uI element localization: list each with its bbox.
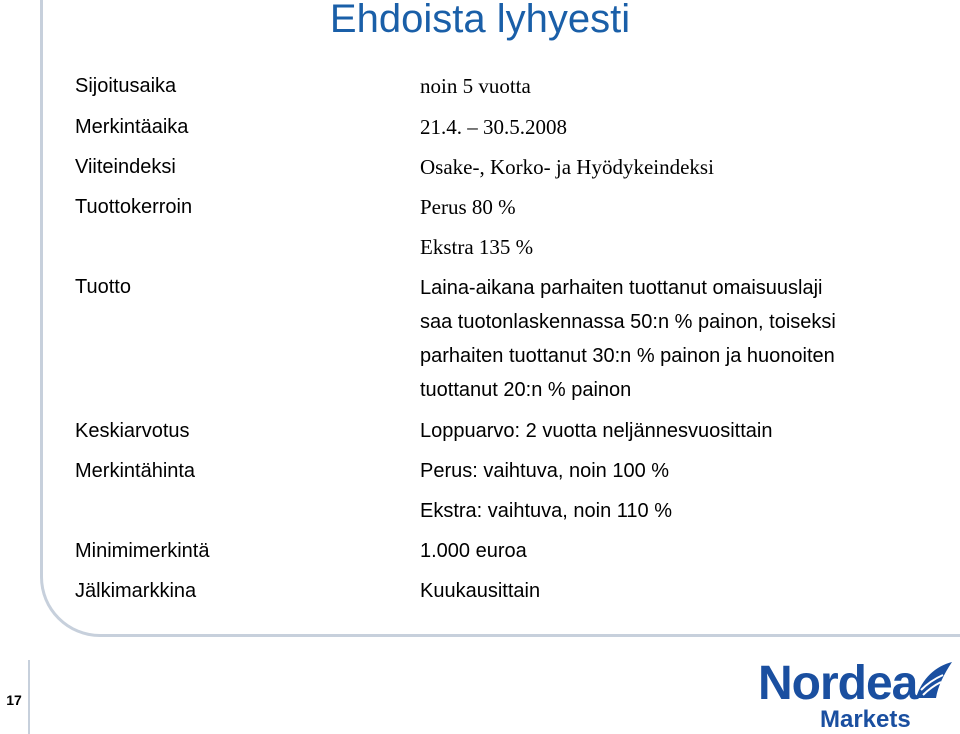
value-merkintaaika: 21.4. – 30.5.2008 — [420, 115, 567, 139]
value-merkintahinta-ekstra: Ekstra: vaihtuva, noin 110 % — [420, 500, 672, 522]
label-merkintaaika: Merkintäaika — [75, 116, 189, 138]
logo-name: Nordea — [758, 657, 918, 710]
value-keskiarvotus: Loppuarvo: 2 vuotta neljännesvuosittain — [420, 420, 773, 442]
value-merkintahinta-perus: Perus: vaihtuva, noin 100 % — [420, 460, 670, 482]
label-jalkimarkkina: Jälkimarkkina — [75, 580, 197, 602]
value-tuotto-line-3: parhaiten tuottanut 30:n % painon ja huonoiten — [420, 345, 835, 367]
sail-icon — [912, 660, 954, 702]
slide-title: Ehdoista lyhyesti — [329, 0, 631, 41]
value-tuotto-line-1: Laina-aikana parhaiten tuottanut omaisuuslaji — [420, 277, 823, 299]
label-tuottokerroin: Tuottokerroin — [75, 196, 193, 218]
label-minimimerkinta: Minimimerkintä — [75, 540, 210, 562]
value-minimimerkinta: 1.000 euroa — [420, 540, 527, 562]
value-tuotto-line-4: tuottanut 20:n % painon — [420, 379, 632, 401]
label-sijoitusaika: Sijoitusaika — [75, 75, 177, 97]
label-viiteindeksi: Viiteindeksi — [75, 156, 176, 178]
value-tuotto-line-2: saa tuotonlaskennassa 50:n % painon, toiseksi — [420, 311, 836, 333]
label-merkintahinta: Merkintähinta — [75, 460, 196, 482]
value-tuottokerroin-ekstra: Ekstra 135 % — [420, 235, 534, 259]
value-sijoitusaika: noin 5 vuotta — [420, 74, 531, 98]
page-divider — [28, 660, 30, 734]
value-tuottokerroin-perus: Perus 80 % — [420, 195, 516, 219]
label-tuotto: Tuotto — [75, 276, 131, 298]
page-number: 17 — [6, 692, 22, 708]
label-keskiarvotus: Keskiarvotus — [75, 420, 190, 442]
value-viiteindeksi: Osake-, Korko- ja Hyödykeindeksi — [420, 155, 714, 179]
logo-subtitle: Markets — [820, 706, 911, 733]
value-jalkimarkkina: Kuukausittain — [420, 580, 541, 602]
